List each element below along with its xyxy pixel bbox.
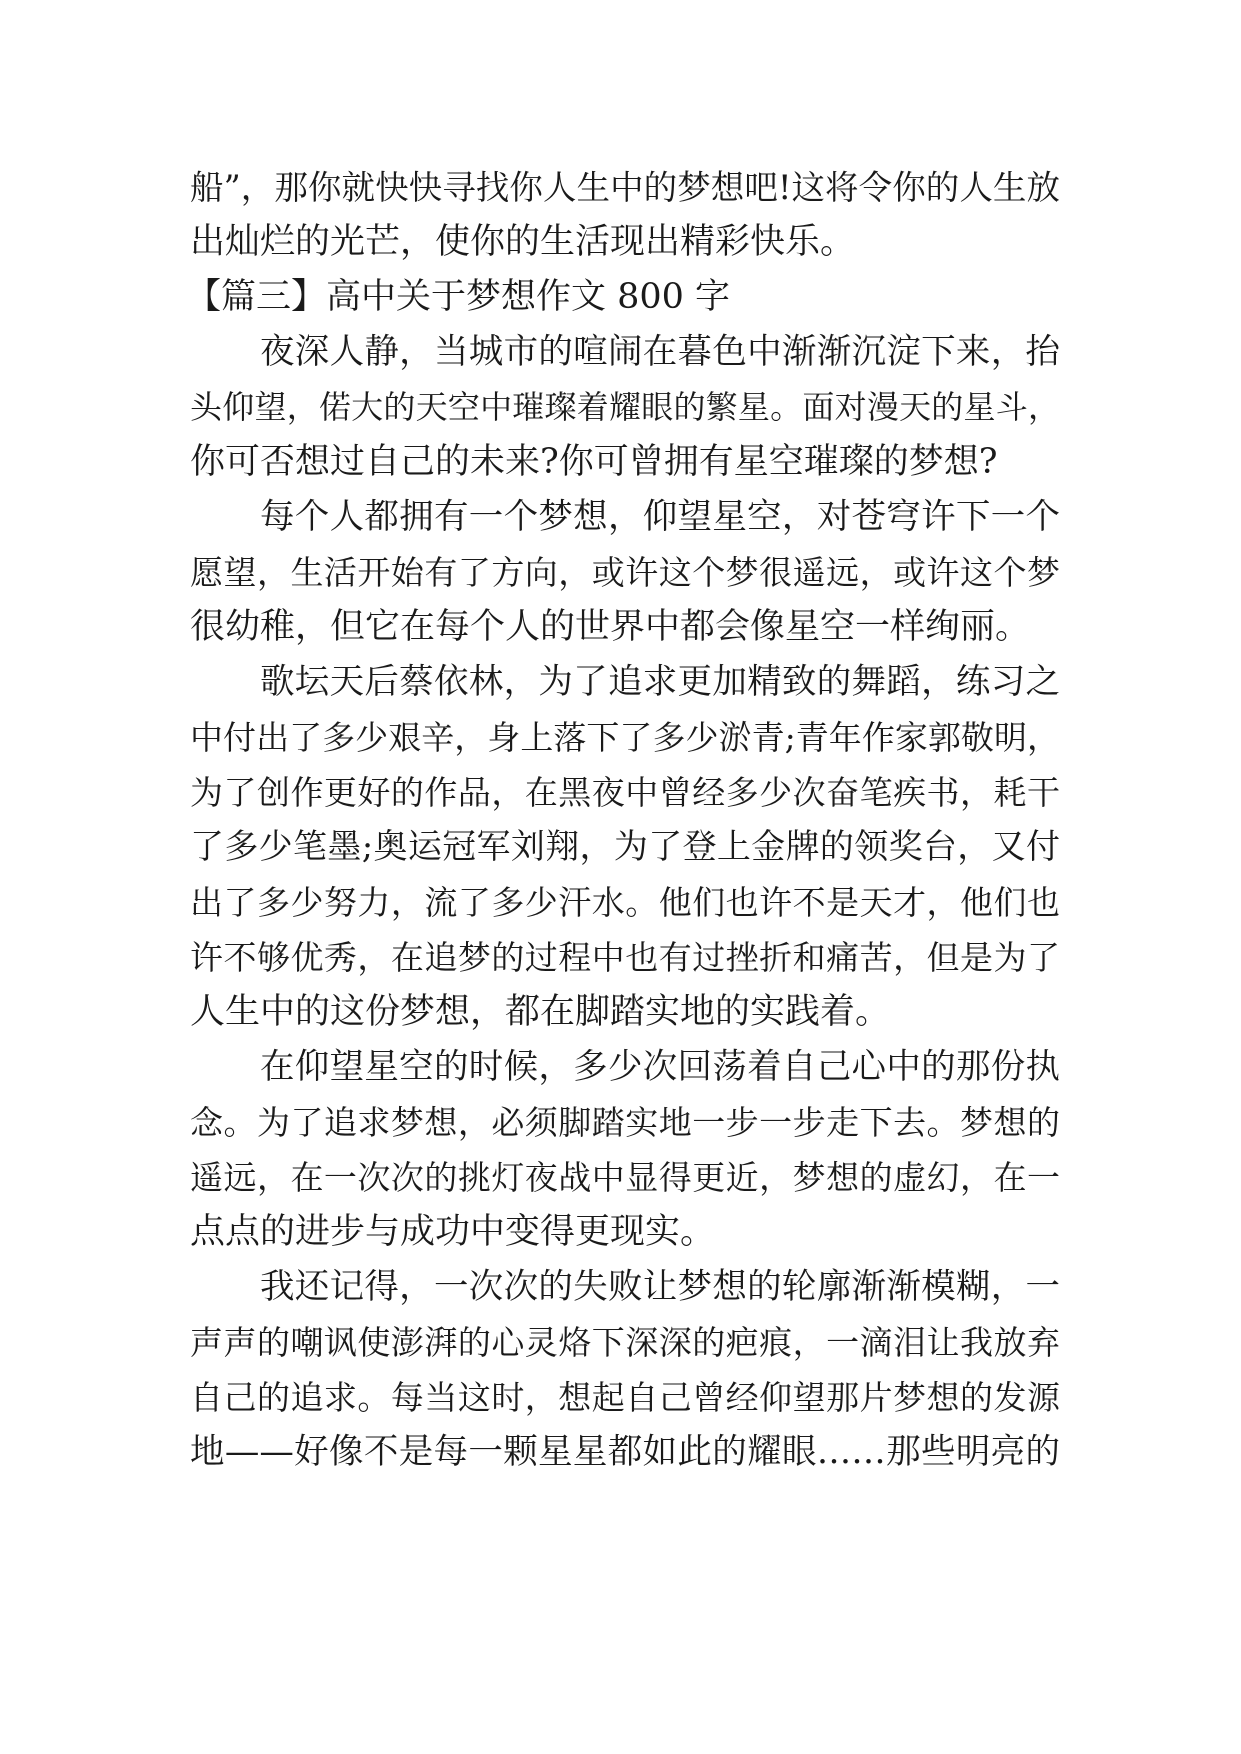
text-line: 许不够优秀，在追梦的过程中也有过挫折和痛苦，但是为了 [190, 938, 1060, 977]
text-line: 点点的进步与成功中变得更现实。 [190, 1212, 716, 1252]
text-line: 每个人都拥有一个梦想，仰望星空，对苍穹许下一个 [260, 497, 1060, 537]
text-line: 夜深人静，当城市的喧闹在暮色中渐渐沉淀下来，抬 [260, 332, 1060, 372]
text-line: 人生中的这份梦想，都在脚踏实地的实践着。 [190, 992, 891, 1032]
text-line: 我还记得，一次次的失败让梦想的轮廓渐渐模糊，一 [260, 1267, 1060, 1307]
text-line: 自己的追求。每当这时，想起自己曾经仰望那片梦想的发源 [190, 1378, 1060, 1417]
text-line: 念。为了追求梦想，必须脚踏实地一步一步走下去。梦想的 [190, 1103, 1060, 1142]
text-line: 遥远，在一次次的挑灯夜战中显得更近，梦想的虚幻，在一 [190, 1158, 1060, 1197]
text-line: 愿望，生活开始有了方向，或许这个梦很遥远，或许这个梦 [190, 553, 1060, 592]
section-heading: 【篇三】高中关于梦想作文 800 字 [186, 277, 731, 317]
text-line: 歌坛天后蔡依林，为了追求更加精致的舞蹈，练习之 [260, 662, 1060, 702]
text-line: 很幼稚，但它在每个人的世界中都会像星空一样绚丽。 [190, 607, 1031, 647]
text-line: 出了多少努力，流了多少汗水。他们也许不是天才，他们也 [190, 883, 1060, 922]
text-line: 声声的嘲讽使澎湃的心灵烙下深深的疤痕，一滴泪让我放弃 [190, 1323, 1060, 1362]
text-line: 地——好像不是每一颗星星都如此的耀眼……那些明亮的 [190, 1432, 1060, 1472]
text-line: 中付出了多少艰辛，身上落下了多少淤青;青年作家郭敬明， [190, 718, 1060, 757]
text-line: 在仰望星空的时候，多少次回荡着自己心中的那份执 [260, 1047, 1060, 1087]
text-line: 头仰望，偌大的天空中璀璨着耀眼的繁星。面对漫天的星斗， [190, 388, 1060, 426]
text-line: 船”，那你就快快寻找你人生中的梦想吧!这将令你的人生放 [190, 168, 1060, 207]
text-line: 你可否想过自己的未来?你可曾拥有星空璀璨的梦想? [190, 442, 998, 482]
text-line: 为了创作更好的作品，在黑夜中曾经多少次奋笔疾书，耗干 [190, 773, 1060, 812]
text-line: 出灿烂的光芒，使你的生活现出精彩快乐。 [190, 222, 856, 262]
essay-text [186, 160, 1060, 1480]
text-line: 了多少笔墨;奥运冠军刘翔，为了登上金牌的领奖台，又付 [190, 827, 1060, 867]
